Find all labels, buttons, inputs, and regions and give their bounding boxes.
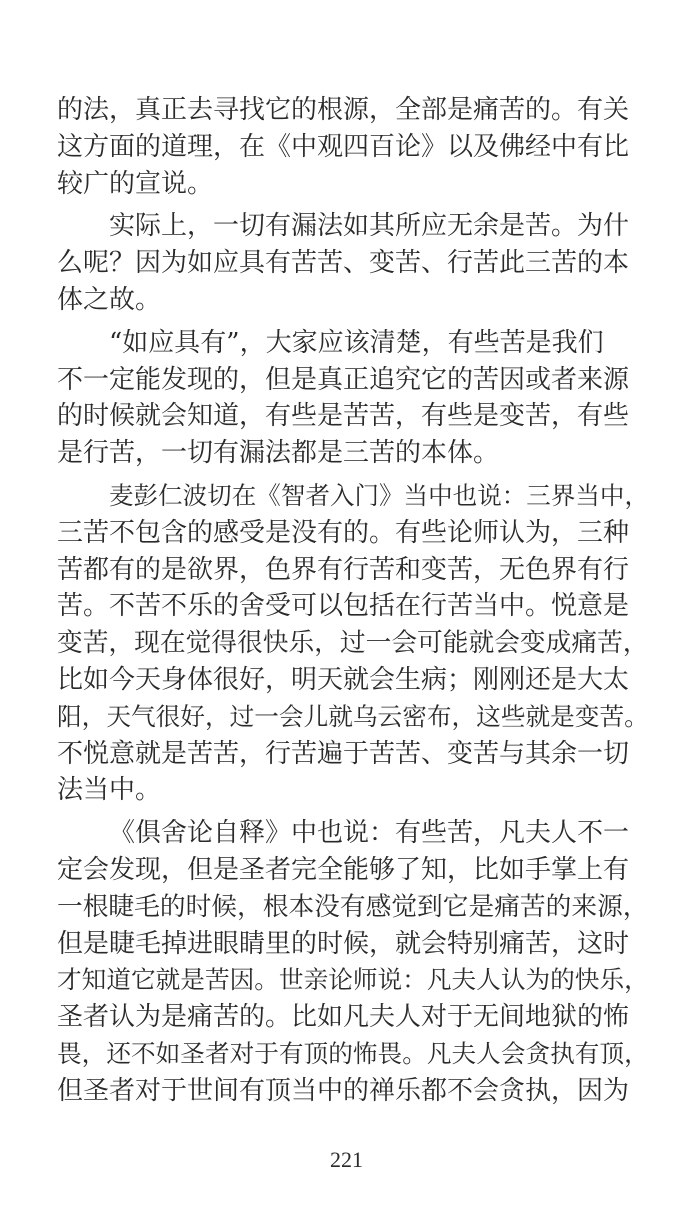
text-line: 体之故。: [57, 284, 162, 315]
text-line: 但圣者对于世间有顶当中的禅乐都不会贪执，因为: [57, 1075, 630, 1106]
text-line: 《俱舍论自释》中也说：有些苦，凡夫人不一: [109, 818, 630, 849]
text-line: 较广的宣说。: [57, 168, 214, 199]
text-line: 这方面的道理，在《中观四百论》以及佛经中有比: [57, 131, 630, 162]
text-line: 三苦不包含的感受是没有的。有些论师认为，三种: [57, 517, 630, 548]
text-line: 的法，真正去寻找它的根源，全部是痛苦的。有关: [57, 95, 630, 125]
text-line: 的时候就会知道，有些是苦苦，有些是变苦，有些: [57, 401, 630, 432]
text-line: 不悦意就是苦苦，行苦遍于苦苦、变苦与其余一切: [57, 738, 630, 769]
text-line: “如应具有”，大家应该清楚，有些苦是我们: [109, 327, 604, 358]
text-line: 苦都有的是欲界，色界有行苦和变苦，无色界有行: [57, 554, 630, 585]
text-line: 麦彭仁波切在《智者入门》当中也说：三界当中，: [109, 480, 650, 510]
text-line: 是行苦，一切有漏法都是三苦的本体。: [57, 438, 500, 469]
paragraph: [57, 478, 652, 809]
text-line: 么呢？因为如应具有苦苦、变苦、行苦此三苦的本: [57, 248, 630, 279]
text-line: 法当中。: [57, 775, 162, 806]
text-line: 阳，天气很好，过一会儿就乌云密布，这些就是变苦。: [57, 701, 649, 731]
text-line: 圣者认为是痛苦的。比如凡夫人对于无间地狱的怖: [57, 1002, 630, 1033]
paragraph: [57, 92, 652, 202]
text-line: 实际上，一切有漏法如其所应无余是苦。为什: [109, 211, 630, 242]
text-line: 比如今天身体很好，明天就会生病；刚刚还是大太: [57, 664, 630, 695]
text-line: 变苦，现在觉得很快乐，过一会可能就会变成痛苦，: [57, 628, 649, 659]
text-line: 才知道它就是苦因。世亲论师说：凡夫人认为的快乐，: [57, 965, 649, 995]
page-number: 221: [330, 1147, 363, 1172]
text-line: 一根睫毛的时候，根本没有感觉到它是痛苦的来源，: [57, 891, 649, 922]
paragraph: [57, 815, 652, 1109]
paragraph: [57, 325, 652, 472]
text-line: 畏，还不如圣者对于有顶的怖畏。凡夫人会贪执有顶，: [57, 1038, 649, 1068]
text-line: 苦。不苦不乐的舍受可以包括在行苦当中。悦意是: [57, 591, 630, 622]
text-line: 但是睫毛掉进眼睛里的时候，就会特别痛苦，这时: [57, 928, 630, 959]
text-line: 定会发现，但是圣者完全能够了知，比如手掌上有: [57, 854, 630, 885]
text-line: 不一定能发现的，但是真正追究它的苦因或者来源: [57, 364, 630, 395]
paragraph: [57, 208, 652, 318]
body-text: [57, 92, 652, 1110]
